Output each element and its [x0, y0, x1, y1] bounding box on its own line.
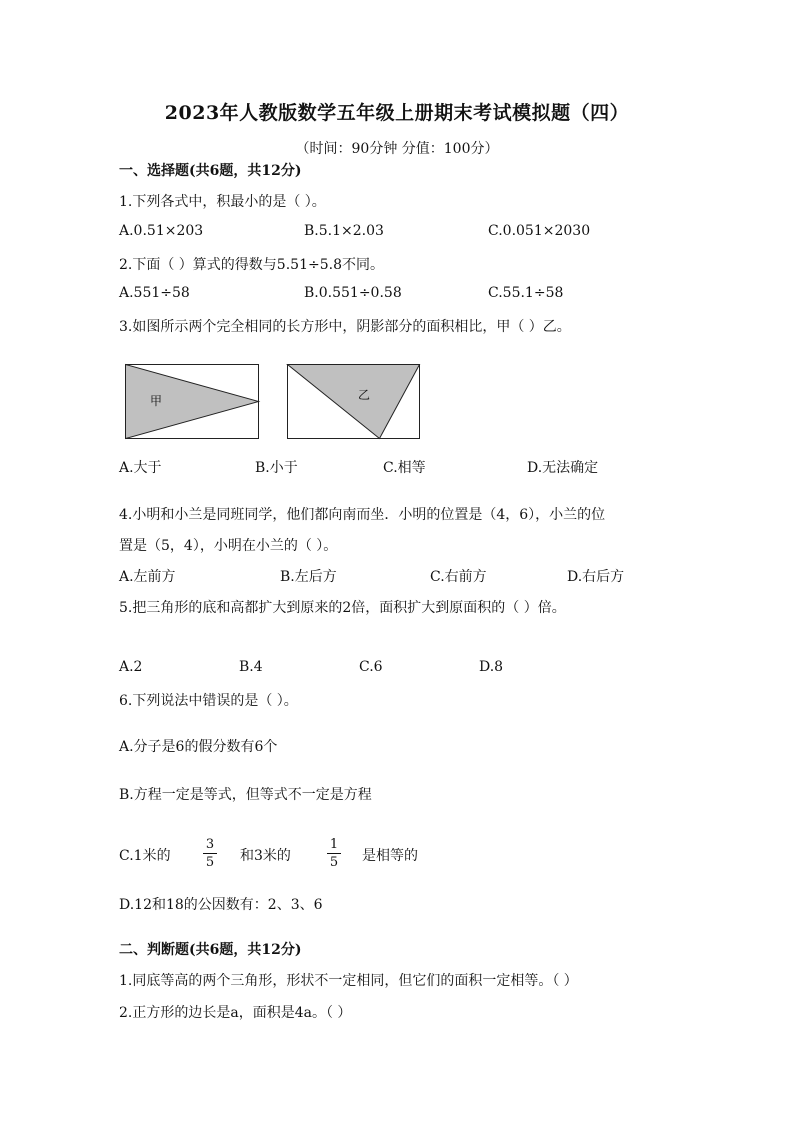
question-1-4-line1: 4.小明和小兰是同班同学，他们都向南而坐．小明的位置是（4，6），小兰的位 [119, 507, 606, 523]
fraction-numerator: 1 [329, 837, 339, 852]
q1-1-option-c: C.0.051×2030 [488, 223, 591, 239]
fraction-denominator: 5 [205, 855, 215, 870]
q1-6-option-a: A.分子是6的假分数有6个 [119, 739, 278, 755]
page-title: 2023年人教版数学五年级上册期末考试模拟题（四） [164, 102, 630, 124]
label-jia: 甲 [150, 394, 163, 408]
question-1-1: 1.下列各式中，积最小的是（ ）。 [119, 194, 326, 210]
q1-2-option-c: C.55.1÷58 [488, 285, 564, 301]
rectangle-yi [288, 365, 420, 439]
q1-3-option-c: C.相等 [383, 460, 426, 476]
question-1-3: 3.如图所示两个完全相同的长方形中，阴影部分的面积相比，甲（ ）乙。 [119, 319, 571, 335]
judge-question-2: 2.正方形的边长是a，面积是4a。（ ） [119, 1005, 352, 1021]
q1-1-option-b: B.5.1×2.03 [304, 223, 384, 239]
q1-6-option-c-part3: 是相等的 [362, 848, 418, 864]
judge-question-1: 1.同底等高的两个三角形，形状不一定相同，但它们的面积一定相等。（ ） [119, 973, 578, 989]
q1-4-option-c: C.右前方 [430, 569, 487, 585]
q1-6-option-d: D.12和18的公因数有：2、3、6 [119, 897, 323, 913]
fraction-denominator: 5 [329, 855, 339, 870]
question-1-4-line2: 置是（5，4），小明在小兰的（ ）。 [119, 538, 338, 554]
q1-5-option-d: D.8 [479, 659, 504, 675]
q1-2-option-a: A.551÷58 [119, 285, 190, 301]
q1-2-option-b: B.0.551÷0.58 [304, 285, 402, 301]
section-1-heading: 一、选择题(共6题，共12分) [119, 163, 302, 179]
rectangle-jia [126, 365, 259, 439]
q1-5-option-a: A.2 [119, 659, 143, 675]
label-yi: 乙 [358, 388, 371, 402]
section-2-heading: 二、判断题(共6题，共12分) [119, 942, 302, 958]
q1-4-option-b: B.左后方 [280, 569, 337, 585]
fraction-three-fifths [203, 837, 217, 870]
q1-5-option-b: B.4 [239, 659, 263, 675]
question-1-2: 2.下面（ ）算式的得数与5.51÷5.8不同。 [119, 257, 384, 273]
rectangles-figure [120, 360, 430, 444]
q1-6-option-b: B.方程一定是等式，但等式不一定是方程 [119, 787, 372, 803]
question-1-5: 5.把三角形的底和高都扩大到原来的2倍，面积扩大到原面积的（ ）倍。 [119, 600, 566, 616]
q1-4-option-a: A.左前方 [119, 569, 176, 585]
fraction-one-fifth [327, 837, 341, 870]
q1-6-option-c-part2: 和3米的 [240, 848, 291, 864]
question-1-6: 6.下列说法中错误的是（ ）。 [119, 693, 298, 709]
q1-5-option-c: C.6 [359, 659, 383, 675]
q1-6-option-c-part1: C.1米的 [119, 848, 171, 864]
q1-1-option-a: A.0.51×203 [119, 223, 204, 239]
q1-4-option-d: D.右后方 [567, 569, 625, 585]
q1-3-option-a: A.大于 [119, 460, 162, 476]
fraction-numerator: 3 [205, 837, 215, 852]
q1-3-option-b: B.小于 [255, 460, 298, 476]
exam-info: （时间：90分钟 分值：100分） [295, 141, 499, 157]
q1-3-option-d: D.无法确定 [527, 460, 599, 476]
